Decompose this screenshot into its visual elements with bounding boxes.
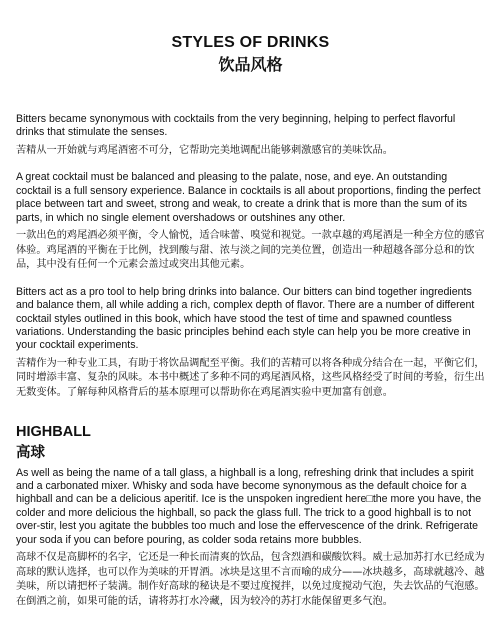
section-paragraph-english: As well as being the name of a tall glass, a highball is a long, refreshing drink that includes a spirit and a carbonated mixer. Whisky and soda have become synonymous as the default choice for a highball and can be a delicious aperitif. Ice is the unspoken ingredient here□the more you have, the colder and more delicious the highball, so pack the glass full. The trick to a good highball is to not over-stir, lest you agitate the bubbles too much and lose the effervescence of the drink. Refrigerate your soda if you can before pouring, as colder soda retains more bubbles. <box>16 466 482 546</box>
section-paragraph-chinese: 高球不仅是高脚杯的名字，它还是一种长而清爽的饮品，包含烈酒和碳酸饮料。威士忌加苏打水已经成为高球的默认选择，也可以作为美味的开胃酒。冰块是这里不言而喻的成分——冰块越多，高球就越冷、越美味，所以请把杯子装满。制作好高球的秘诀是不要过度搅拌，以免过度搅动气泡，失去饮品的气泡感。在倒酒之前，如果可能的话，请将苏打水冷藏，因为较冷的苏打水能保留更多气泡。 <box>16 552 485 607</box>
section-heading-english: HIGHBALL <box>16 423 91 440</box>
paragraph-balance <box>16 171 485 272</box>
paragraph-bitters-tool <box>16 286 485 401</box>
page-title-chinese: 饮品风格 <box>218 55 283 74</box>
paragraph-english: A great cocktail must be balanced and pleasing to the palate, nose, and eye. An outstanding cocktail is a full sensory experience. Balance in cocktails is all about proportions, finding the perfect place between tart and sweet, strong and weak, to create a drink that is more than the sum of its parts, in which no single element overshadows or outshines any other. <box>16 171 481 224</box>
document-body <box>16 113 485 609</box>
page-title-english: STYLES OF DRINKS <box>171 34 330 51</box>
paragraph-chinese: 一款出色的鸡尾酒必须平衡，令人愉悦，适合味蕾、嗅觉和视觉。一款卓越的鸡尾酒是一种全方位的感官体验。鸡尾酒的平衡在于比例，找到酸与甜、浓与淡之间的完美位置，创造出一种超越各部分总和的饮品，其中没有任何一个元素会盖过或突出其他元素。 <box>16 230 485 271</box>
section-highball <box>16 423 485 610</box>
paragraph-chinese: 苦精从一开始就与鸡尾酒密不可分，它帮助完美地调配出能够刺激感官的美味饮品。 <box>16 144 393 156</box>
paragraph-intro <box>16 113 485 158</box>
section-heading-chinese: 高球 <box>16 444 45 461</box>
paragraph-english: Bitters became synonymous with cocktails from the very beginning, helping to perfect flavorful drinks that stimulate the senses. <box>16 113 456 139</box>
paragraph-english: Bitters act as a pro tool to help bring drinks into balance. Our bitters can bind together ingredients and balance them, all while adding a rich, complex depth of flavor. There are a number of different cocktail styles outlined in this book, which have stood the test of time and spawned countless variations. Understanding the basic principles behind each style can help you be more creative in your cocktail experiments. <box>16 285 475 352</box>
paragraph-chinese: 苦精作为一种专业工具，有助于将饮品调配至平衡。我们的苦精可以将各种成分结合在一起，平衡它们，同时增添丰富、复杂的风味。本书中概述了多种不同的鸡尾酒风格，这些风格经受了时间的考验，衍生出无数变体。了解每种风格背后的基本原理可以帮助你在鸡尾酒实验中更加富有创意。 <box>16 357 485 399</box>
title-block <box>16 33 485 75</box>
